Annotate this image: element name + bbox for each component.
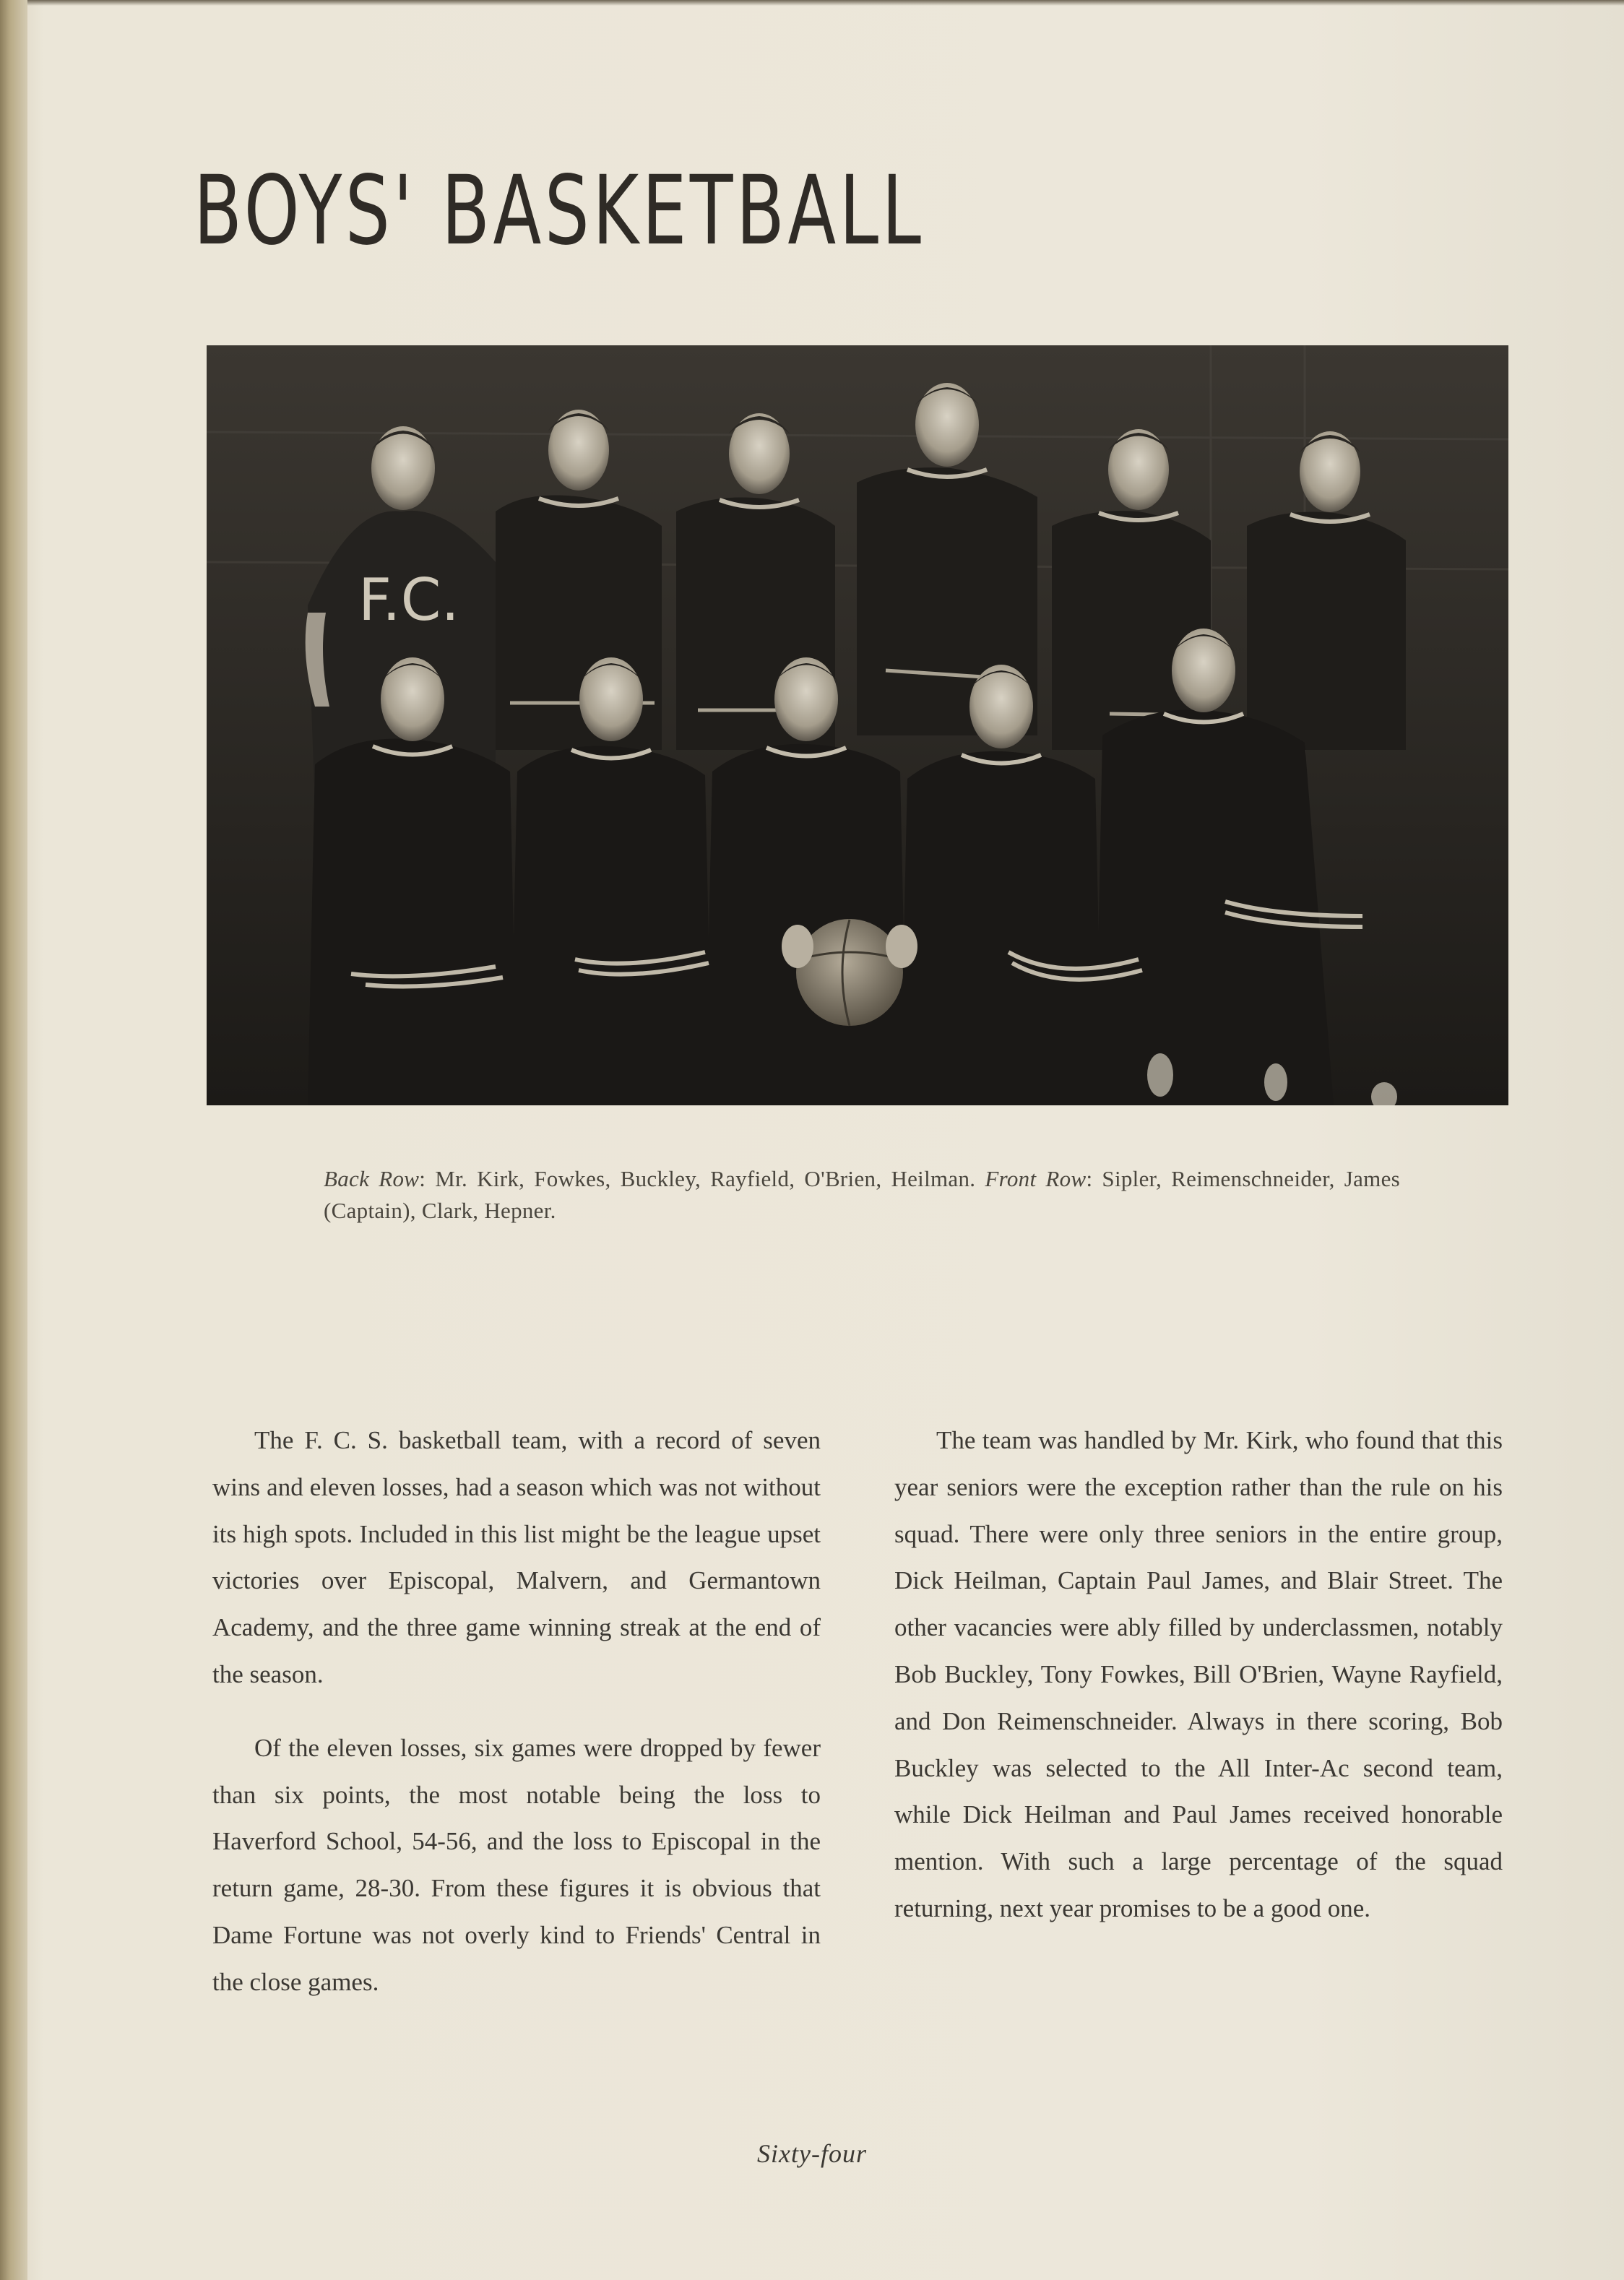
paragraph: Of the eleven losses, six games were dropped by fewer than six points, the most notable being the loss to Haverford School, 54-56, and the loss to Episcopal in the return game, 28-30. From these figures it is obvious that Dame Fortune was not overly kind to Friends' Central in the close games. [212, 1733, 821, 1996]
page-title: BOYS' BASKETBALL [194, 155, 925, 267]
page-top-shadow [27, 0, 1624, 6]
photo-caption [324, 1163, 1400, 1227]
team-photo [207, 345, 1508, 1105]
book-spine-edge [0, 0, 27, 2280]
caption-front-row-label: Front Row [985, 1166, 1087, 1191]
text-column-left [212, 1417, 821, 2033]
jersey-letters: F.C. [358, 566, 459, 634]
page-number: Sixty-four [757, 2139, 867, 2168]
caption-back-row-names: : Mr. Kirk, Fowkes, Buckley, Rayfield, O'Brien, Heilman. [419, 1166, 985, 1191]
text-column-right [894, 1417, 1503, 1959]
paragraph: The F. C. S. basketball team, with a record of seven wins and eleven losses, had a season which was not without its high spots. Included in this list might be the league upset victories over Episcopal, Malvern, and Germantown Academy, and the three game winning streak at the end of the season. [212, 1426, 821, 1688]
caption-front-row-names: : Sipler, Reimenschneider, James (Captain), Clark, Hepner. [324, 1166, 1400, 1223]
caption-back-row-label: Back Row [324, 1166, 420, 1191]
paragraph: The team was handled by Mr. Kirk, who found that this year seniors were the exception rather than the rule on his squad. There were only three seniors in the entire group, Dick Heilman, Captain Paul James, and Blair Street. The other vacancies were ably filled by underclassmen, notably Bob Buckley, Tony Fowkes, Bill O'Brien, Wayne Rayfield, and Don Reimenschneider. Always in there scoring, Bob Buckley was selected to the All Inter-Ac second team, while Dick Heilman and Paul James received honorable mention. With such a large percentage of the squad returning, next year promises to be a good one. [894, 1426, 1503, 1922]
